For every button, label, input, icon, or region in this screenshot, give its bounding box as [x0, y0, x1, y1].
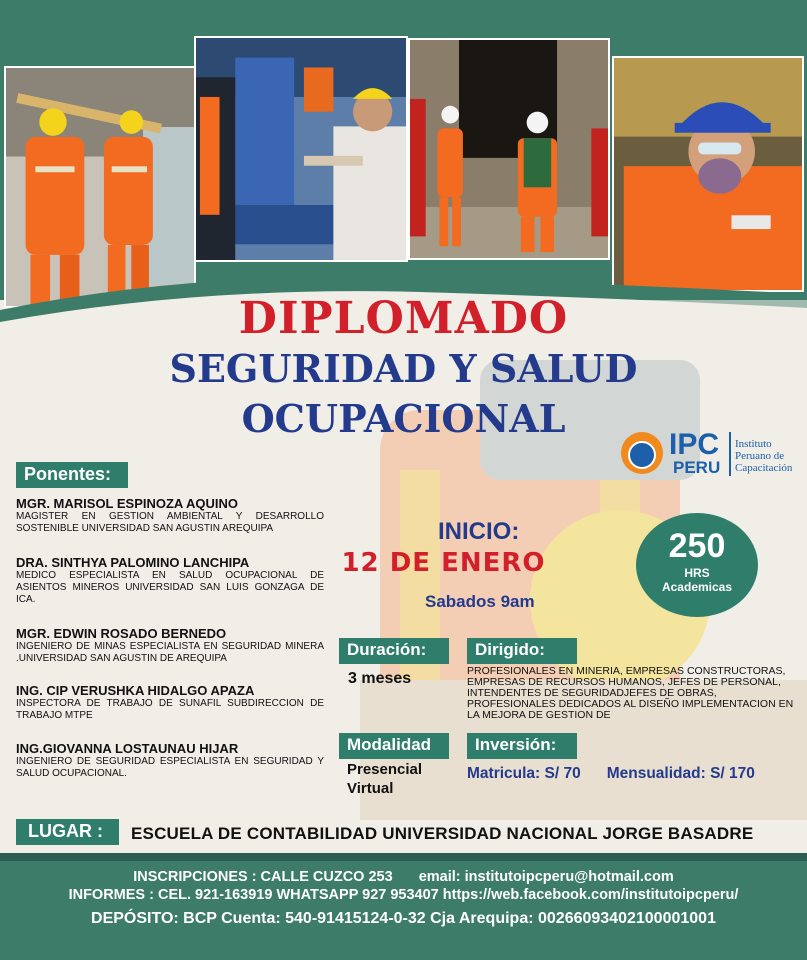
- speaker-description: INSPECTORA DE TRABAJO DE SUNAFIL SUBDIRECCION DE TRABAJO MTPE: [16, 698, 324, 721]
- speaker-4: [16, 683, 324, 722]
- modalidad-virtual: Virtual: [347, 780, 394, 797]
- footer-informes[interactable]: INFORMES : CEL. 921-163919 WHATSAPP 927 953407 https://web.facebook.com/institutoipcperu/: [68, 887, 739, 903]
- footer-line-1: [0, 869, 807, 885]
- ponentes-label: Ponentes:: [16, 462, 128, 488]
- duracion-label: Duración:: [339, 638, 449, 664]
- speaker-name: MGR. MARISOL ESPINOZA AQUINO: [16, 496, 238, 511]
- title-seguridad-salud: SEGURIDAD Y SALUD: [169, 346, 638, 391]
- speaker-description: INGENIERO DE MINAS ESPECIALISTA EN SEGURIDAD MINERA .UNIVERSIDAD SAN AGUSTIN DE AREQUIPA: [16, 641, 324, 664]
- footer-deposito: DEPÓSITO: BCP Cuenta: 540-91415124-0-32 Cja Arequipa: 00266093402100001001: [91, 910, 716, 927]
- modalidad-label: Modalidad: [339, 733, 449, 759]
- globe-icon: [621, 432, 663, 474]
- footer-top-band: [0, 853, 807, 861]
- speaker-3: [16, 626, 324, 665]
- lugar-label: LUGAR :: [16, 819, 119, 845]
- title-ocupacional: OCUPACIONAL: [241, 396, 566, 441]
- photo-mine-tunnel: [408, 38, 610, 260]
- logo-peru-text: PERU: [673, 458, 721, 477]
- ipc-peru-logo: [621, 430, 801, 480]
- inscripciones-address: INSCRIPCIONES : CALLE CUZCO 253: [133, 869, 393, 885]
- speaker-description: INGENIERO DE SEGURIDAD ESPECIALISTA EN SEGURIDAD Y SALUD OCUPACIONAL.: [16, 756, 324, 779]
- hours-badge: [636, 513, 758, 617]
- hours-value: 250: [668, 527, 726, 565]
- schedule: Sabados 9am: [425, 592, 535, 611]
- modalidad-value: [347, 760, 422, 798]
- start-date: 12 DE ENERO: [341, 548, 546, 578]
- matricula-price: Matricula: S/ 70: [467, 765, 581, 782]
- hours-unit-line2: Academicas: [661, 580, 733, 594]
- speaker-description: MAGISTER EN GESTION AMBIENTAL Y DESARROLLO SOSTENIBLE UNIVERSIDAD SAN AGUSTIN AREQUIPA: [16, 511, 324, 534]
- speaker-name: ING.GIOVANNA LOSTAUNAU HIJAR: [16, 741, 239, 756]
- speaker-1: [16, 496, 324, 535]
- logo-ipc-text: IPC: [669, 428, 720, 461]
- logo-institute-name: Instituto Peruano de Capacitación: [735, 438, 793, 474]
- mensualidad-price: Mensualidad: S/ 170: [606, 765, 755, 782]
- title-diplomado: DIPLOMADO: [238, 293, 569, 344]
- photo-lab-engineers: [194, 36, 408, 262]
- lugar-value: ESCUELA DE CONTABILIDAD UNIVERSIDAD NACIONAL JORGE BASADRE: [131, 824, 754, 843]
- dirigido-label: Dirigido:: [467, 638, 577, 664]
- logo-separator: [729, 432, 731, 476]
- footer-email[interactable]: email: institutoipcperu@hotmail.com: [418, 869, 674, 885]
- speaker-name: ING. CIP VERUSHKA HIDALGO APAZA: [16, 683, 255, 698]
- inversion-value: [467, 765, 755, 783]
- inicio-label: INICIO:: [438, 518, 520, 545]
- hours-unit-line1: HRS: [684, 566, 710, 580]
- speaker-name: DRA. SINTHYA PALOMINO LANCHIPA: [16, 555, 250, 570]
- dirigido-value: PROFESIONALES EN MINERIA, EMPRESAS CONSTRUCTORAS, EMPRESAS DE RECURSOS HUMANOS, JEFES DE PERSONAL, INTENDENTES DE SEGURIDADJEFES DE OBRAS, PROFESIONALES DEDICADOS AL DISEÑO IMPLEMENTACION EN LA MEJORA DE GESTION DE: [467, 665, 794, 721]
- speaker-name: MGR. EDWIN ROSADO BERNEDO: [16, 626, 227, 641]
- inversion-label: Inversión:: [467, 733, 577, 759]
- duracion-value: 3 meses: [348, 670, 412, 687]
- speaker-5: [16, 741, 324, 780]
- modalidad-presencial: Presencial: [347, 761, 423, 778]
- speaker-description: MEDICO ESPECIALISTA EN SALUD OCUPACIONAL DE ASIENTOS MINEROS UNIVERSIDAD SAN LUIS GONZAGA DE ICA.: [16, 570, 324, 605]
